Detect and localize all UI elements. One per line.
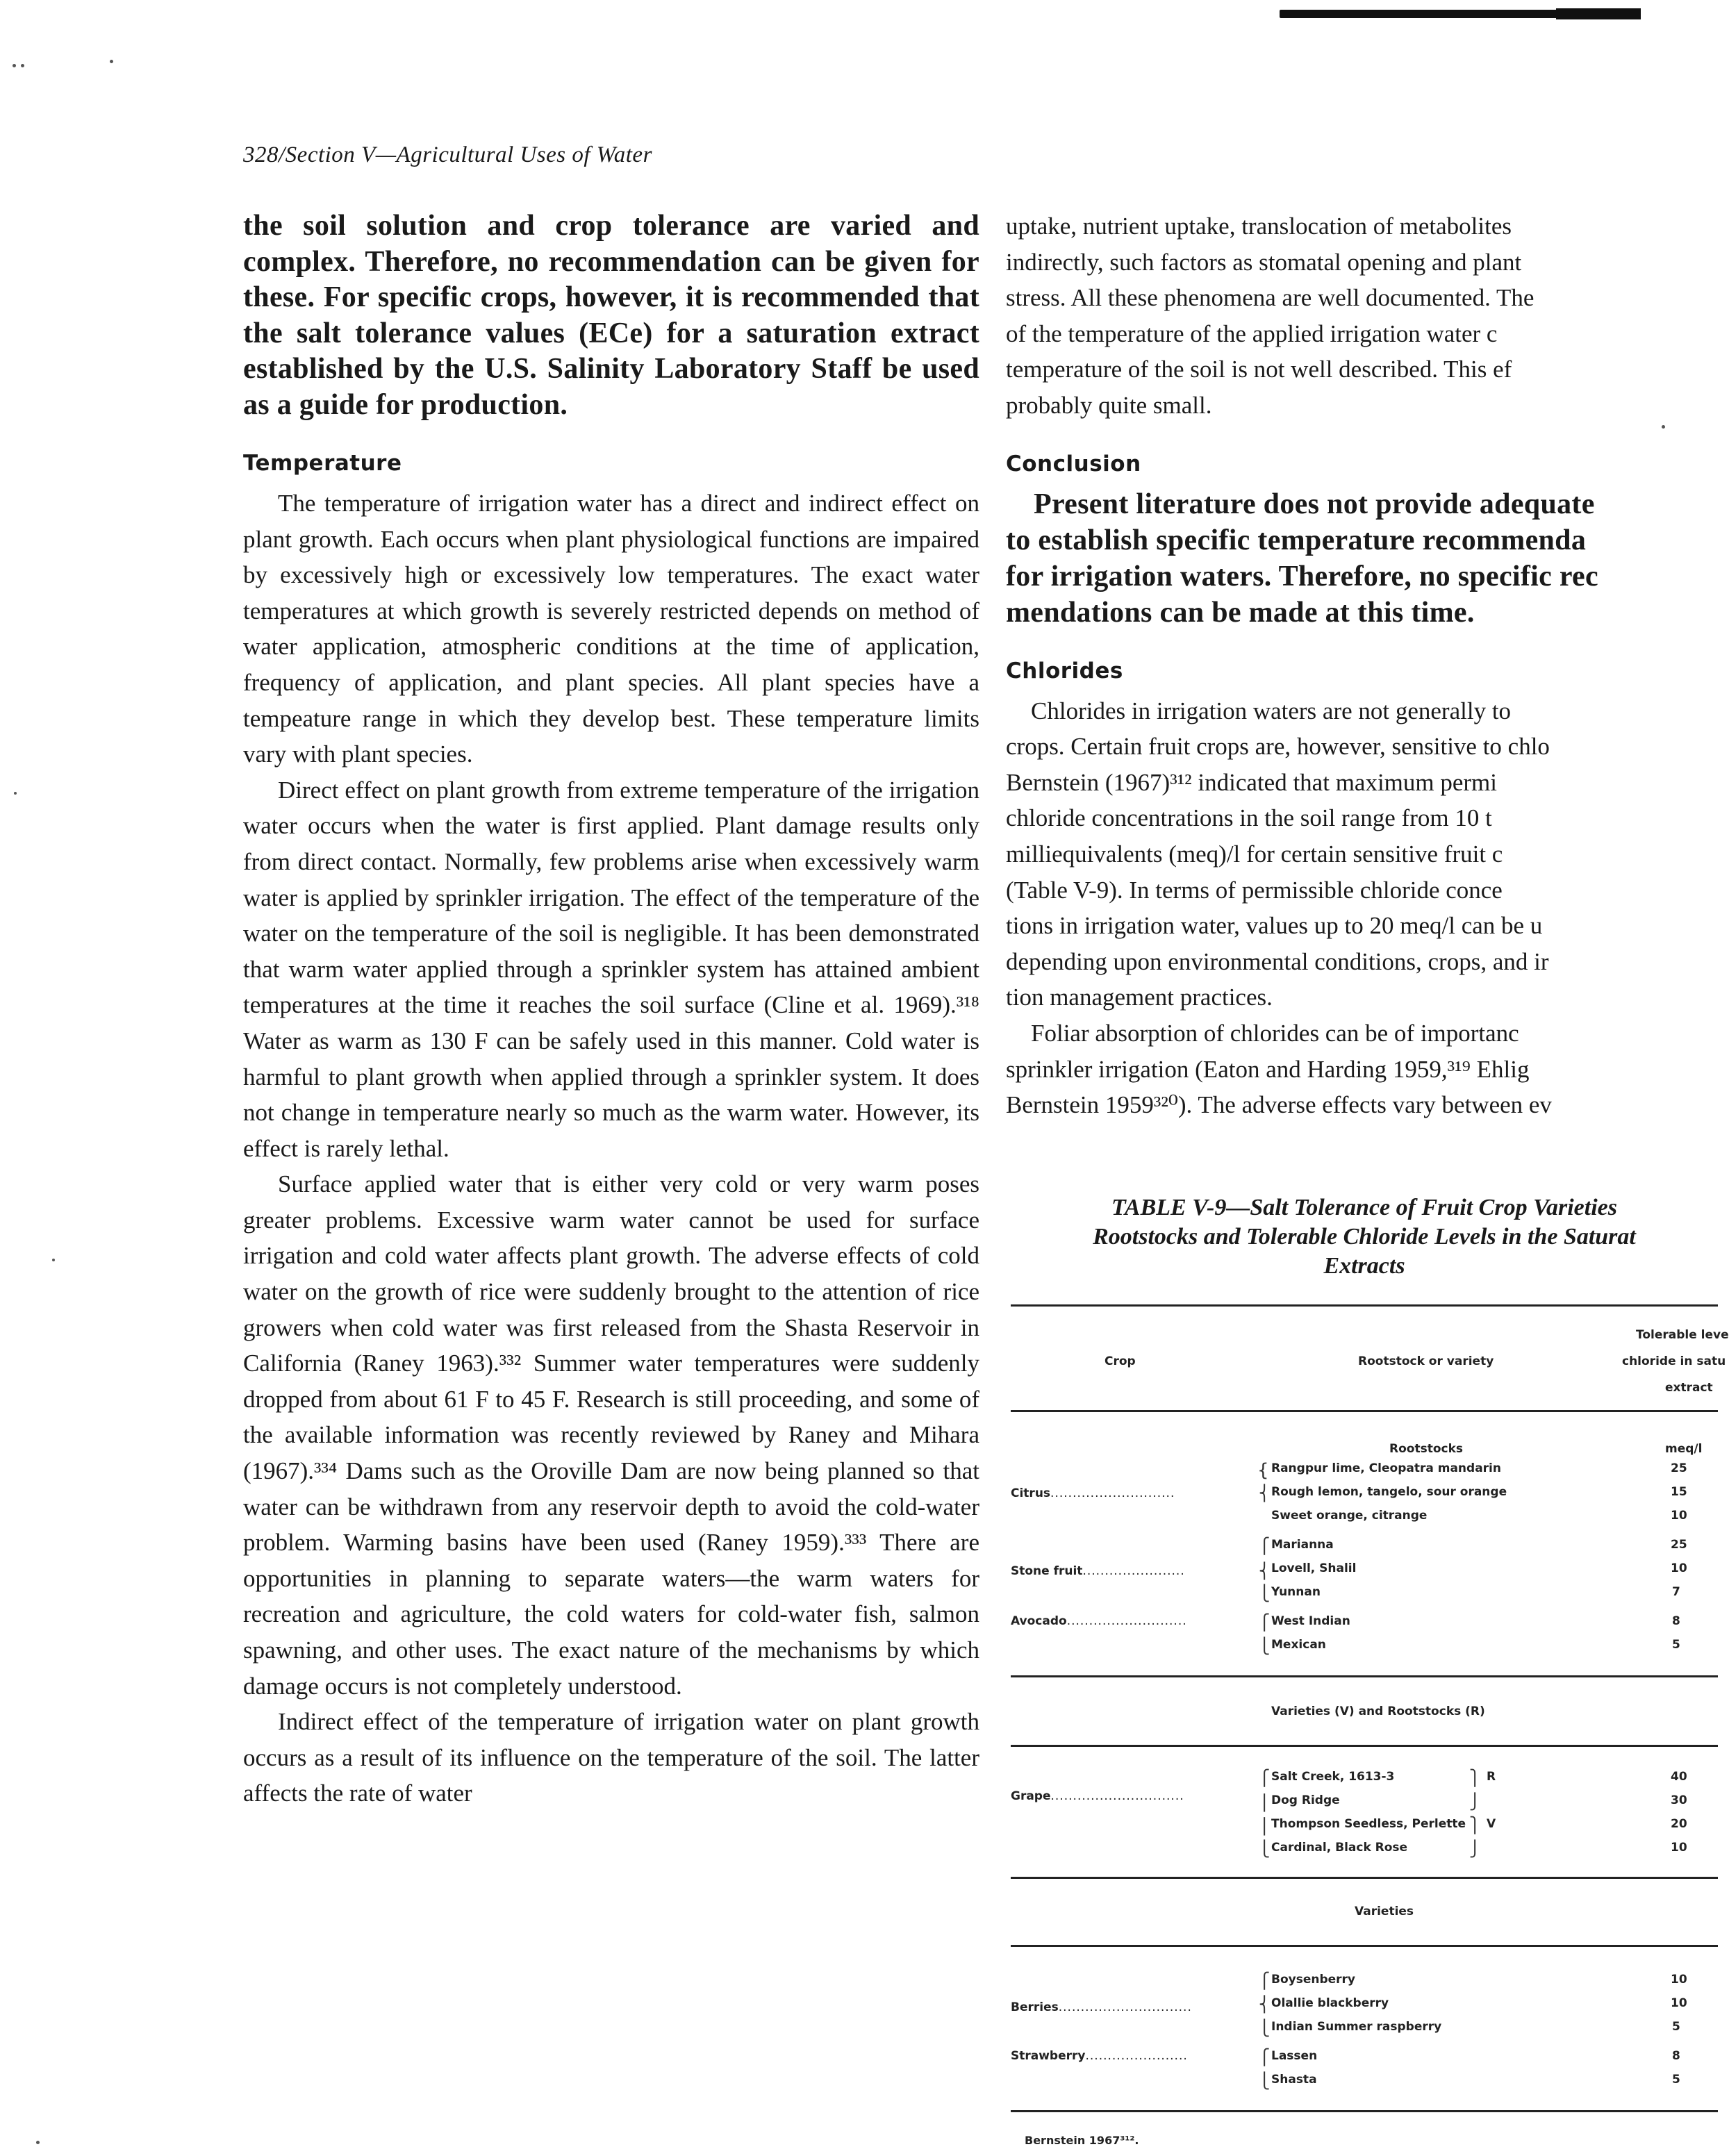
variety-cell: Lovell, Shalil bbox=[1271, 1561, 1357, 1575]
brace-icon: ⎪ bbox=[1259, 1795, 1271, 1812]
variety-cell: Olallie blackberry bbox=[1271, 1996, 1389, 2010]
crop-label-berries: Berries.............................. bbox=[1011, 2000, 1192, 2014]
table-rule bbox=[1011, 1410, 1718, 1412]
brace-icon: ⎧ bbox=[1259, 1538, 1271, 1555]
temperature-paragraph-1: The temperature of irrigation water has a direct and indirect effect on plant growth. Each occurs when plant physiological functions are impaired by excessively high or excessively low temperatures. The exact water temperatures at which growth is severely restricted depends on method of water application, atmospheric conditions at the time of application, frequency of application, and plant species. All plant species have a tempeature range in which they develop best. These temperature limits vary with plant species. bbox=[243, 490, 979, 768]
variety-marker: V bbox=[1487, 1817, 1496, 1831]
text-line: Chlorides in irrigation waters are not generally to bbox=[1031, 697, 1512, 724]
text-line: crops. Certain fruit crops are, however, sensitive to chlo bbox=[1006, 733, 1550, 761]
text-line: temperature of the soil is not well described. This ef bbox=[1006, 356, 1512, 383]
variety-cell: West Indian bbox=[1271, 1614, 1350, 1628]
scan-speck bbox=[21, 64, 24, 67]
column-header-crop: Crop bbox=[1105, 1354, 1136, 1368]
conclusion-line: to establish specific temperature recommenda bbox=[1006, 524, 1587, 556]
rootstock-marker: R bbox=[1487, 1770, 1496, 1784]
text-line: (Table V-9). In terms of permissible chloride conce bbox=[1006, 876, 1503, 904]
scan-speck bbox=[14, 792, 17, 795]
column-header-tolerable: chloride in satu bbox=[1622, 1354, 1726, 1368]
variety-cell: Boysenberry bbox=[1271, 1973, 1356, 1987]
brace-icon: ⎭ bbox=[1469, 1841, 1481, 1858]
table-rule bbox=[1011, 1877, 1718, 1879]
value-cell: 25 bbox=[1671, 1461, 1687, 1475]
conclusion-line: Present literature does not provide adequate bbox=[1034, 488, 1595, 520]
text-line: Bernstein (1967)³¹² indicated that maximum permi bbox=[1006, 768, 1498, 796]
value-cell: 10 bbox=[1671, 1509, 1687, 1523]
brace-icon: ⎩ bbox=[1259, 2020, 1271, 2037]
variety-cell: Thompson Seedless, Perlette bbox=[1271, 1817, 1466, 1831]
chlorides-heading: Chlorides bbox=[1006, 658, 1123, 683]
section-label-rootstocks: Rootstocks bbox=[1389, 1442, 1464, 1456]
variety-cell: Salt Creek, 1613-3 bbox=[1271, 1770, 1395, 1784]
table-rule-bottom bbox=[1011, 2110, 1718, 2112]
variety-cell: Mexican bbox=[1271, 1638, 1326, 1652]
scan-speck bbox=[110, 60, 113, 63]
variety-cell: Sweet orange, citrange bbox=[1271, 1509, 1428, 1523]
section-label-varieties: Varieties bbox=[1355, 1905, 1414, 1918]
brace-icon: ⎨ bbox=[1259, 1485, 1271, 1502]
table-footnote: Bernstein 1967³¹². bbox=[1025, 2134, 1139, 2147]
value-cell: 30 bbox=[1671, 1793, 1687, 1807]
value-cell: 10 bbox=[1671, 1561, 1687, 1575]
value-cell: 20 bbox=[1671, 1817, 1687, 1831]
value-cell: 5 bbox=[1672, 2073, 1680, 2087]
crop-label-grape: Grape.............................. bbox=[1011, 1789, 1184, 1803]
variety-cell: Indian Summer raspberry bbox=[1271, 2020, 1442, 2034]
text-line: tions in irrigation water, values up to 20 meq/l can be u bbox=[1006, 912, 1543, 940]
column-header-rootstock: Rootstock or variety bbox=[1358, 1354, 1494, 1368]
column-header-tolerable: extract bbox=[1665, 1381, 1713, 1395]
crop-label-stone-fruit: Stone fruit....................... bbox=[1011, 1564, 1185, 1578]
text-line: stress. All these phenomena are well documented. The bbox=[1006, 284, 1534, 312]
value-cell: 5 bbox=[1672, 1638, 1680, 1652]
text-line: Bernstein 1959³²⁰). The adverse effects vary between ev bbox=[1006, 1091, 1552, 1119]
table-title-line: Rootstocks and Tolerable Chloride Levels in the Saturat bbox=[1093, 1224, 1636, 1250]
table-rule-top bbox=[1011, 1304, 1718, 1307]
variety-cell: Marianna bbox=[1271, 1538, 1334, 1552]
value-cell: 10 bbox=[1671, 1996, 1687, 2010]
variety-cell: Rough lemon, tangelo, sour orange bbox=[1271, 1485, 1507, 1499]
text-line: Foliar absorption of chlorides can be of importanc bbox=[1031, 1019, 1519, 1047]
page-header: 328/Section V—Agricultural Uses of Water bbox=[243, 142, 652, 167]
value-cell: 40 bbox=[1671, 1770, 1687, 1784]
intro-recommendation: the soil solution and crop tolerance are varied and complex. Therefore, no recommendation can be given for these. For specific crops, however, it is recommended that the salt tolerance values (ECe) for a saturation extract established by the U.S. Salinity Laboratory Staff be used as a guide for production. bbox=[243, 210, 979, 421]
column-header-tolerable: Tolerable leve bbox=[1636, 1328, 1729, 1342]
brace-icon: ⎫ bbox=[1469, 1770, 1481, 1787]
variety-cell: Rangpur lime, Cleopatra mandarin bbox=[1271, 1461, 1501, 1475]
brace-icon: ⎧ bbox=[1259, 2049, 1271, 2066]
variety-cell: Cardinal, Black Rose bbox=[1271, 1841, 1408, 1855]
temperature-paragraph-2: Direct effect on plant growth from extreme temperature of the irrigation water occurs when the water is first applied. Plant damage results only from direct contact. Normally, few problems arise when excessively warm water is applied by sprinkler irrigation. The effect of the temperature of the water on the temperature of the soil is negligible. It has been demonstrated that warm water applied through a sprinkler system has attained ambient temperatures at the time it reaches the soil surface (Cline et al. 1969).³¹⁸ Water as warm as 130 F can be safely used in this manner. Cold water is harmful to plant growth when applied through a sprinkler system. It does not change in temperature nearly so much as the warm water. However, its effect is rarely lethal. bbox=[243, 776, 979, 1162]
text-line: tion management practices. bbox=[1006, 984, 1273, 1011]
text-line: milliequivalents (meq)/l for certain sensitive fruit c bbox=[1006, 840, 1503, 868]
value-cell: 7 bbox=[1672, 1585, 1680, 1599]
table-title-line: Extracts bbox=[1323, 1253, 1405, 1279]
temperature-paragraph-3: Surface applied water that is either very cold or very warm poses greater problems. Excessive warm water cannot be used for surface irrigation and cold water affects plant growth. The adverse effects of cold water on the growth of rice were suddenly brought to the attention of rice growers when cold water was first released from the Shasta Reservoir in California (Raney 1963).³³² Summer water temperatures were suddenly dropped from about 61 F to 45 F. Research is still proceeding, and some of the available information was recently reviewed by Raney and Mihara (1967).³³⁴ Dams such as the Oroville Dam are now being planned so that water can be withdrawn from any reservoir depth to avoid the cold-water problem. Warming basins have been used (Raney 1959).³³³ There are opportunities in planning to separate waters—the warm waters for recreation and agriculture, the cold waters for cold-water fish, salmon spawning, and other uses. The exact nature of the mechanisms by which damage occurs is not completely understood. bbox=[243, 1170, 979, 1700]
temperature-paragraph-4: Indirect effect of the temperature of irrigation water on plant growth occurs as a result of its influence on the temperature of the soil. The latter affects the rate of water bbox=[243, 1708, 979, 1807]
crop-label-citrus: Citrus............................ bbox=[1011, 1486, 1175, 1500]
brace-icon: ⎩ bbox=[1259, 1585, 1271, 1602]
variety-cell: Shasta bbox=[1271, 2073, 1317, 2087]
value-cell: 5 bbox=[1672, 2020, 1680, 2034]
table-body bbox=[1011, 0, 1729, 2156]
text-line: depending upon environmental conditions, crops, and ir bbox=[1006, 947, 1549, 975]
crop-label-avocado: Avocado........................... bbox=[1011, 1614, 1187, 1628]
scan-speck bbox=[13, 64, 16, 67]
table-rule bbox=[1011, 1745, 1718, 1747]
variety-cell: Dog Ridge bbox=[1271, 1793, 1340, 1807]
text-line: uptake, nutrient uptake, translocation of metabolites bbox=[1006, 213, 1512, 240]
table-title-line: TABLE V-9—Salt Tolerance of Fruit Crop Varieties bbox=[1111, 1195, 1617, 1220]
temperature-heading: Temperature bbox=[243, 451, 402, 476]
value-cell: 10 bbox=[1671, 1973, 1687, 1987]
brace-icon: ⎩ bbox=[1259, 1638, 1271, 1655]
value-cell: 15 bbox=[1671, 1485, 1687, 1499]
brace-icon: ⎧ bbox=[1259, 1973, 1271, 1990]
variety-cell: Yunnan bbox=[1271, 1585, 1321, 1599]
brace-icon: ⎩ bbox=[1259, 2073, 1271, 2090]
value-cell: 8 bbox=[1672, 1614, 1680, 1628]
unit-label: meq/l bbox=[1665, 1442, 1703, 1456]
value-cell: 8 bbox=[1672, 2049, 1680, 2063]
brace-icon: ⎨ bbox=[1259, 1996, 1271, 2014]
section-label-varieties-rootstocks: Varieties (V) and Rootstocks (R) bbox=[1271, 1705, 1485, 1718]
text-line: sprinkler irrigation (Eaton and Harding 1959,³¹⁹ Ehlig bbox=[1006, 1055, 1530, 1083]
brace-icon: ⎩ bbox=[1259, 1841, 1271, 1858]
brace-icon: ⎨ bbox=[1259, 1563, 1271, 1580]
brace-icon: ⎭ bbox=[1469, 1793, 1481, 1811]
conclusion-line: for irrigation waters. Therefore, no specific rec bbox=[1006, 560, 1598, 592]
text-line: chloride concentrations in the soil range from 10 t bbox=[1006, 804, 1492, 832]
table-rule bbox=[1011, 1945, 1718, 1947]
brace-icon: ⎧ bbox=[1259, 1770, 1271, 1787]
brace-icon: ⎫ bbox=[1469, 1817, 1481, 1834]
brace-icon: { bbox=[1257, 1460, 1269, 1481]
brace-icon: ⎧ bbox=[1259, 1614, 1271, 1632]
value-cell: 25 bbox=[1671, 1538, 1687, 1552]
value-cell: 10 bbox=[1671, 1841, 1687, 1855]
scan-speck bbox=[52, 1259, 55, 1261]
brace-icon: ⎪ bbox=[1259, 1818, 1271, 1836]
left-column bbox=[243, 208, 979, 1811]
scan-speck bbox=[36, 2141, 40, 2144]
conclusion-line: mendations can be made at this time. bbox=[1006, 596, 1475, 629]
table-rule bbox=[1011, 1675, 1718, 1677]
variety-cell: Lassen bbox=[1271, 2049, 1318, 2063]
text-line: indirectly, such factors as stomatal opening and plant bbox=[1006, 248, 1522, 276]
crop-label-strawberry: Strawberry....................... bbox=[1011, 2049, 1188, 2063]
text-line: of the temperature of the applied irrigation water c bbox=[1006, 320, 1498, 347]
conclusion-heading: Conclusion bbox=[1006, 451, 1141, 476]
text-line: probably quite small. bbox=[1006, 391, 1212, 419]
